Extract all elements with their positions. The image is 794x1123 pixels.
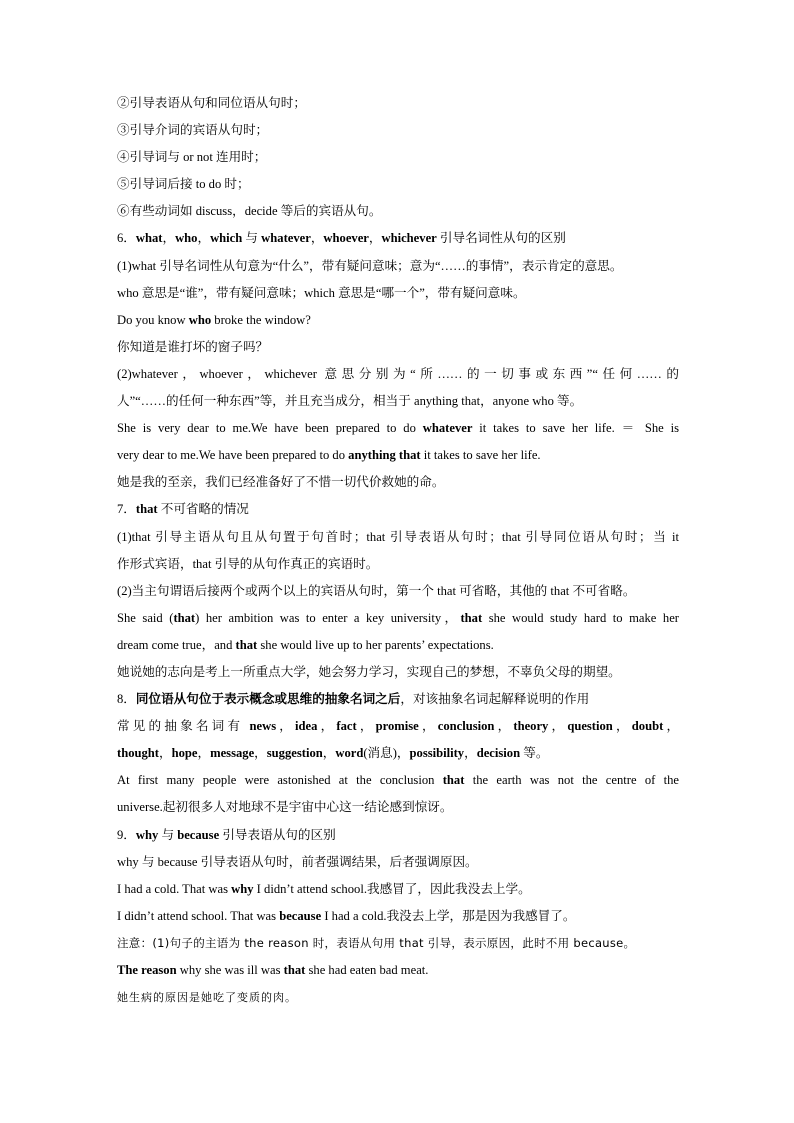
text-line: [117, 740, 679, 767]
text-span: (消息)，: [363, 746, 410, 761]
text-line: [117, 361, 679, 388]
text-span: ，: [162, 231, 176, 246]
text-line: [117, 632, 679, 659]
text-span: ，对该抽象名词起解释说明的作用: [400, 692, 590, 707]
bold-text: which: [210, 231, 243, 246]
bold-text: doubt: [631, 719, 664, 734]
bold-text: thought: [117, 746, 159, 761]
bold-text: whatever: [422, 421, 473, 436]
text-span: 不可省略的情况: [157, 502, 249, 517]
text-line: [117, 578, 679, 605]
text-span: 引导表语从句的区别: [219, 827, 336, 842]
text-line: [117, 253, 679, 280]
text-span: ，: [317, 719, 337, 734]
bold-text: that: [283, 963, 306, 977]
text-span: (1)that 引导主语从句且从句置于句首时；that 引导表语从句时；that 引导同位语从句时；当 it: [117, 529, 679, 544]
text-span: She said (: [117, 610, 174, 625]
text-line: [117, 984, 679, 1011]
text-line: [117, 659, 679, 686]
text-line: [117, 713, 679, 740]
text-span: 她说她的志向是考上一所重点大学，她会努力学习，实现自己的梦想，不辜负父母的期望。: [117, 664, 621, 679]
text-span: I had a cold.我没去上学，那是因为我感冒了。: [321, 908, 576, 923]
text-span: she would live up to her parents’ expectations.: [257, 637, 494, 652]
text-span: who 意思是“谁”，带有疑问意味；which 意思是“哪一个”，带有疑问意味。: [117, 285, 526, 300]
text-span: 你知道是谁打坏的窗子吗？: [117, 339, 269, 354]
text-line: [117, 876, 679, 903]
text-span: 她生病的原因是她吃了变质的肉。: [117, 991, 297, 1005]
text-span: broke the window?: [211, 312, 311, 327]
text-span: I had a cold. That was: [117, 881, 232, 896]
text-span: ，: [197, 231, 211, 246]
text-span: At first many people were astonished at the conclusion: [117, 773, 443, 788]
text-line: [117, 794, 679, 821]
text-span: 9．: [117, 827, 136, 842]
text-span: ②引导表语从句和同位语从句时；: [117, 96, 306, 110]
text-span: ，: [418, 719, 438, 734]
text-span: ，: [494, 719, 514, 734]
text-line: [117, 415, 679, 442]
bold-text: what: [135, 231, 163, 246]
bold-text: why: [231, 881, 254, 896]
text-line: [117, 551, 679, 578]
text-span: (1)what 引导名词性从句意为“什么”，带有疑问意味；意为“……的事情”，表示肯定的意思。: [117, 258, 623, 273]
text-span: ，: [159, 746, 172, 761]
text-span: ，: [197, 746, 211, 761]
text-span: She is very dear to me.We have been prepared to do: [117, 421, 423, 436]
text-span: ⑥有些动词如 discuss，decide 等后的宾语从句。: [117, 204, 382, 219]
text-line: [117, 225, 679, 252]
text-span: ③引导介词的宾语从句时；: [117, 123, 269, 138]
bold-text: theory: [513, 719, 549, 734]
bold-text: word: [335, 746, 364, 761]
bold-text: news: [249, 719, 277, 734]
text-line: [117, 307, 679, 334]
bold-text: that: [442, 773, 465, 788]
text-line: [117, 388, 679, 415]
bold-text: why: [135, 827, 159, 842]
bold-text: because: [177, 827, 220, 842]
text-line: [117, 469, 679, 496]
text-line: [117, 686, 679, 713]
text-span: the earth was not the centre of the: [464, 773, 679, 788]
text-span: ，: [310, 231, 324, 246]
text-span: ，: [464, 746, 477, 761]
text-span: 常见的抽象名词有: [117, 719, 250, 734]
text-span: I didn’t attend school.我感冒了，因此我没去上学。: [253, 881, 531, 896]
bold-text: hope: [171, 746, 198, 761]
text-span: why 与 because 引导表语从句时，前者强调结果，后者强调原因。: [117, 854, 478, 869]
text-span: 注意：(1)句子的主语为 the reason 时，表语从句用 that 引导，表示原因，此时不用 because。: [117, 935, 636, 950]
bold-text: whatever: [261, 231, 311, 246]
text-span: ，: [612, 719, 632, 734]
bold-text: that: [135, 502, 158, 517]
bold-text: that: [460, 610, 483, 625]
text-span: Do you know: [117, 312, 189, 327]
bold-text: decision: [476, 746, 521, 761]
text-span: very dear to me.We have been prepared to do: [117, 448, 349, 463]
text-span: 8．: [117, 692, 136, 707]
text-line: [117, 957, 679, 984]
text-span: 作形式宾语，that 引导的从句作真正的宾语时。: [117, 556, 379, 571]
text-span: 6．: [117, 231, 136, 246]
text-span: universe.起初很多人对地球不是宇宙中心这一结论感到惊讶。: [117, 800, 453, 815]
text-line: [117, 442, 679, 469]
text-span: ，: [663, 719, 680, 734]
text-span: ，: [368, 231, 382, 246]
bold-text: anything that: [348, 448, 421, 463]
text-line: [117, 767, 679, 794]
text-span: dream come true，and: [117, 637, 236, 652]
text-span: it takes to save her life.: [420, 448, 541, 463]
text-span: 引导名词性从句的区别: [436, 231, 566, 246]
text-line: [117, 822, 679, 849]
text-span: 7．: [117, 502, 136, 517]
bold-text: that: [173, 610, 196, 625]
text-line: [117, 605, 679, 632]
text-line: [117, 903, 679, 930]
text-span: 人”“……的任何一种东西”等，并且充当成分，相当于 anything that，anyone who 等。: [117, 394, 583, 409]
text-span: (2)当主句谓语后接两个或两个以上的宾语从句时，第一个 that 可省略，其他的 that 不可省略。: [117, 583, 636, 598]
text-span: 与: [242, 231, 262, 246]
text-line: [117, 171, 679, 198]
text-span: she would study hard to make her: [482, 610, 679, 625]
text-span: (2)whatever，whoever，whichever 意思分别为“所……的一切事或东西”“任何……的: [117, 366, 679, 381]
text-line: [117, 90, 679, 117]
bold-text: message: [210, 746, 255, 761]
text-span: why she was ill was: [176, 963, 284, 977]
text-line: [117, 117, 679, 144]
text-span: 她是我的至亲，我们已经准备好了不惜一切代价救她的命。: [117, 475, 445, 490]
text-line: [117, 280, 679, 307]
text-span: ④引导词与 or not 连用时；: [117, 150, 267, 165]
text-span: she had eaten bad meat.: [305, 963, 429, 977]
bold-text: because: [279, 908, 322, 923]
bold-text: who: [188, 312, 212, 327]
text-line: [117, 930, 679, 957]
bold-text: possibility: [409, 746, 465, 761]
text-span: ，: [322, 746, 336, 761]
bold-text: The reason: [117, 963, 177, 977]
bold-text: idea: [295, 719, 318, 734]
text-line: [117, 144, 679, 171]
bold-text: that: [235, 637, 258, 652]
text-span: it takes to save her life. ＝ She is: [472, 421, 679, 436]
bold-text: suggestion: [266, 746, 323, 761]
bold-text: whoever: [323, 231, 369, 246]
text-line: [117, 524, 679, 551]
bold-text: fact: [336, 719, 357, 734]
text-span: ⑤引导词后接 to do 时；: [117, 177, 250, 192]
bold-text: conclusion: [437, 719, 495, 734]
bold-text: question: [567, 719, 613, 734]
text-line: [117, 198, 679, 225]
text-line: [117, 334, 679, 361]
text-span: I didn’t attend school. That was: [117, 908, 280, 923]
document-body: [117, 90, 679, 1011]
bold-text: whichever: [381, 231, 437, 246]
text-span: 等。: [520, 746, 549, 761]
bold-text: who: [175, 231, 198, 246]
text-line: [117, 849, 679, 876]
text-span: ) her ambition was to enter a key university，: [195, 610, 461, 625]
text-line: [117, 496, 679, 523]
text-span: ，: [254, 746, 267, 761]
bold-text: promise: [375, 719, 419, 734]
text-span: ，: [276, 719, 296, 734]
text-span: ，: [356, 719, 376, 734]
text-span: ，: [548, 719, 568, 734]
bold-text: 同位语从句位于表示概念或思维的抽象名词之后: [135, 692, 401, 707]
text-span: 与: [158, 827, 178, 842]
